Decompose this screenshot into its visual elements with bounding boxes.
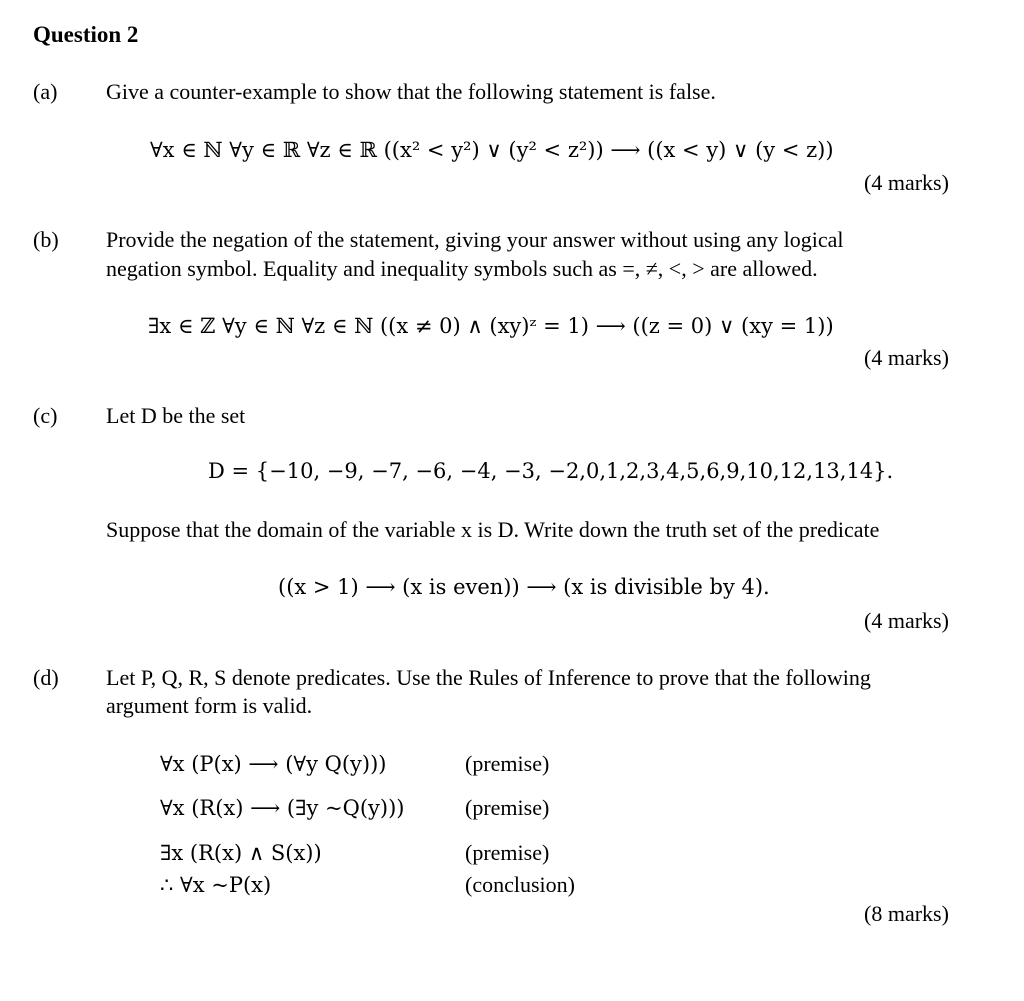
- part-a-statement: ∀x ∈ ℕ ∀y ∈ ℝ ∀z ∈ ℝ ((x² < y²) ∨ (y² < z²)) ⟶ ((x < y) ∨ (y < z)): [150, 138, 834, 162]
- part-a-prompt: Give a counter-example to show that the following statement is false.: [106, 79, 716, 104]
- part-c-prompt2: Suppose that the domain of the variable x is D. Write down the truth set of the predicate: [106, 517, 880, 542]
- argument-tag-4: (conclusion): [465, 872, 575, 897]
- part-d-label: (d): [33, 665, 59, 690]
- part-a-marks: (4 marks): [864, 170, 949, 195]
- part-b-prompt-line1: Provide the negation of the statement, giving your answer without using any logical: [106, 227, 844, 252]
- part-c-marks: (4 marks): [864, 608, 949, 633]
- part-b-prompt-line2: negation symbol. Equality and inequality symbols such as =, ≠, <, > are allowed.: [106, 256, 818, 281]
- part-d-marks: (8 marks): [864, 901, 949, 926]
- argument-line-1: ∀x (P(x) ⟶ (∀y Q(y))): [160, 752, 387, 776]
- part-c-predicate: ((x > 1) ⟶ (x is even)) ⟶ (x is divisible by 4).: [278, 575, 770, 599]
- argument-tag-1: (premise): [465, 751, 550, 776]
- part-c-prompt: Let D be the set: [106, 403, 246, 428]
- argument-tag-3: (premise): [465, 840, 550, 865]
- part-c-label: (c): [33, 403, 58, 428]
- part-b-marks: (4 marks): [864, 345, 949, 370]
- question-title: Question 2: [33, 22, 139, 47]
- argument-line-2: ∀x (R(x) ⟶ (∃y ~Q(y))): [160, 796, 405, 820]
- part-d-prompt-line2: argument form is valid.: [106, 693, 313, 718]
- part-a-label: (a): [33, 79, 58, 104]
- argument-line-3: ∃x (R(x) ∧ S(x)): [160, 841, 322, 865]
- argument-line-4: ∴ ∀x ~P(x): [160, 873, 272, 897]
- part-b-label: (b): [33, 227, 59, 252]
- part-d-prompt-line1: Let P, Q, R, S denote predicates. Use the Rules of Inference to prove that the following: [106, 665, 871, 690]
- part-b-statement: ∃x ∈ ℤ ∀y ∈ ℕ ∀z ∈ ℕ ((x ≠ 0) ∧ (xy)ᶻ = 1) ⟶ ((z = 0) ∨ (xy = 1)): [148, 314, 834, 338]
- part-c-set: D = {−10, −9, −7, −6, −4, −3, −2,0,1,2,3,4,5,6,9,10,12,13,14}.: [208, 459, 894, 483]
- argument-tag-2: (premise): [465, 795, 550, 820]
